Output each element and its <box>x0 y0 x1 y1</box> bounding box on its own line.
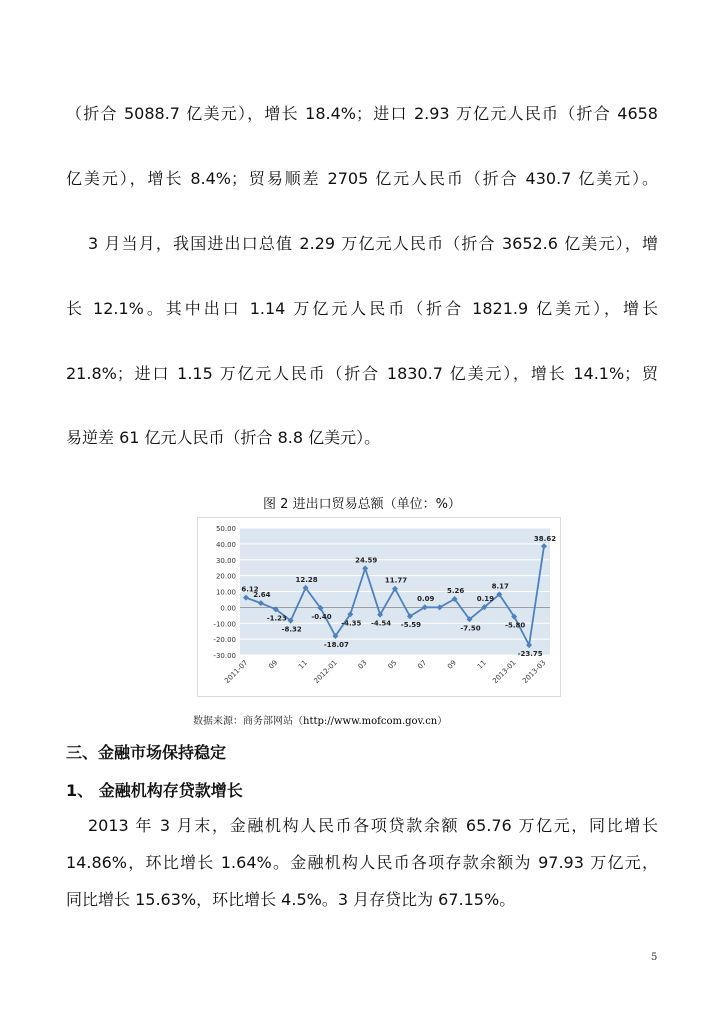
figure-caption: 图 2 进出口贸易总额（单位：%） <box>263 497 461 512</box>
data-label: -5.59 <box>400 621 421 630</box>
paragraph-line: 长 12.1%。其中出口 1.14 万亿元人民币（折合 1821.9 亿美元），增长 <box>66 299 658 318</box>
data-label: 11.77 <box>384 576 408 585</box>
data-label: 12.28 <box>295 575 318 584</box>
data-label: -4.35 <box>341 619 362 628</box>
x-tick-label: 2011-07 <box>223 658 250 686</box>
paragraph-line: （折合 5088.7 亿美元），增长 18.4%；进口 2.93 万亿元人民币（折合 4658 <box>66 104 658 123</box>
y-tick-label: -10.00 <box>213 620 236 629</box>
source-link[interactable]: http://www.mofcom.gov.cn <box>303 716 438 727</box>
x-tick-label: 03 <box>356 658 369 671</box>
x-tick-label: 09 <box>446 658 459 671</box>
x-tick-label: 11 <box>297 658 310 671</box>
data-label: -18.07 <box>323 641 349 650</box>
x-tick-label: 2013-01 <box>491 658 518 686</box>
data-label: 8.17 <box>491 582 509 591</box>
data-label: 2.64 <box>253 591 271 600</box>
chart-svg <box>198 518 560 696</box>
figure-source <box>193 712 447 727</box>
y-tick-label: 0.00 <box>220 604 236 613</box>
trade-chart <box>197 517 561 697</box>
data-label: -7.50 <box>460 624 481 633</box>
x-tick-label: 11 <box>475 658 488 671</box>
subsection-heading: 1、 金融机构存贷款增长 <box>66 781 243 800</box>
data-label: -0.40 <box>311 613 332 622</box>
paragraph-line: 2013 年 3 月末，金融机构人民币各项贷款余额 65.76 万亿元，同比增长 <box>88 816 658 835</box>
y-tick-label: -30.00 <box>213 652 236 660</box>
paragraph-line: 易逆差 61 亿元人民币（折合 8.8 亿美元）。 <box>66 428 381 447</box>
y-tick-label: 30.00 <box>215 556 236 565</box>
y-tick-label: -20.00 <box>213 636 236 645</box>
paragraph-line: 21.8%；进口 1.15 万亿元人民币（折合 1830.7 亿美元），增长 14.1%；贸 <box>66 364 658 383</box>
data-label: -8.32 <box>281 625 302 634</box>
data-label: -5.80 <box>505 621 526 630</box>
data-label: 6.12 <box>241 585 259 594</box>
x-tick-label: 05 <box>386 658 399 671</box>
data-label: 24.59 <box>355 556 378 565</box>
x-tick-label: 09 <box>267 658 280 671</box>
data-label: 0.09 <box>417 595 435 604</box>
y-tick-label: 10.00 <box>215 588 236 597</box>
y-tick-label: 40.00 <box>215 540 236 549</box>
x-tick-label: 2012-01 <box>312 658 339 686</box>
paragraph-line: 同比增长 15.63%，环比增长 4.5%。3 月存贷比为 67.15%。 <box>66 890 516 909</box>
x-tick-label: 2013-03 <box>521 658 548 686</box>
source-label: 数据来源：商务部网站（ <box>193 716 303 727</box>
data-label: 38.62 <box>533 535 557 544</box>
paragraph-line: 14.86%，环比增长 1.64%。金融机构人民币各项存款余额为 97.93 万亿元， <box>66 853 658 872</box>
x-tick-label: 07 <box>416 658 429 671</box>
data-label: 5.26 <box>446 587 465 596</box>
section-heading: 三、金融市场保持稳定 <box>66 743 227 762</box>
page-number: 5 <box>651 952 658 963</box>
source-close: ） <box>437 716 448 727</box>
data-label: -4.54 <box>371 619 392 628</box>
data-label: 0.19 <box>476 595 495 604</box>
y-tick-label: 20.00 <box>215 572 236 581</box>
data-label: -1.23 <box>266 614 287 623</box>
y-tick-label: 50.00 <box>215 525 236 533</box>
paragraph-line: 3 月当月，我国进出口总值 2.29 万亿元人民币（折合 3652.6 亿美元），增 <box>88 234 658 253</box>
data-label: -23.75 <box>517 650 543 659</box>
paragraph-line: 亿美元），增长 8.4%；贸易顺差 2705 亿元人民币（折合 430.7 亿美元）。 <box>66 169 658 188</box>
